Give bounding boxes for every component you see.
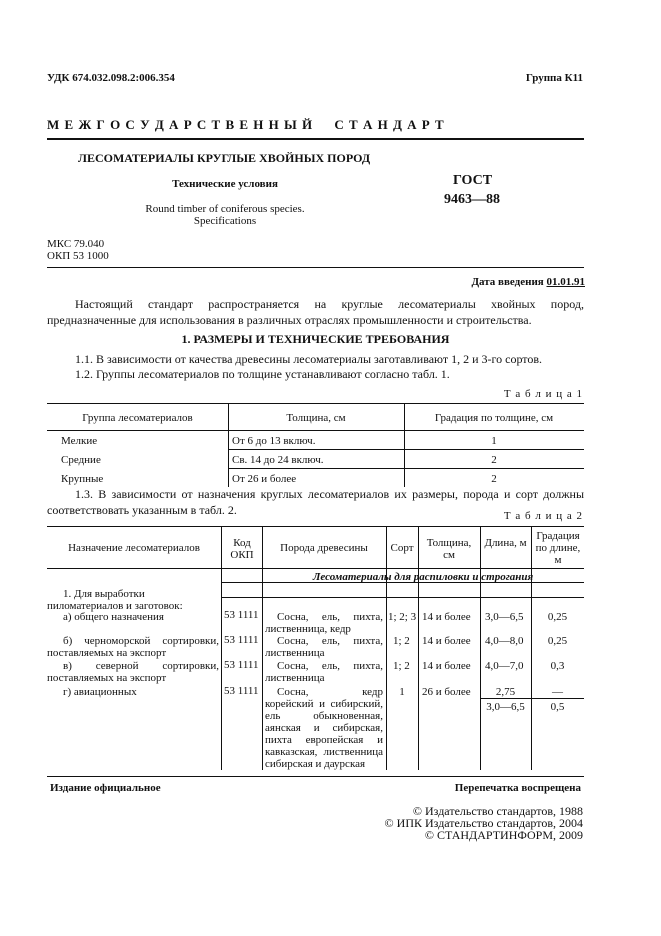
table2-header-gradation: Градация по длине, м <box>535 530 581 566</box>
intro-date <box>471 276 585 288</box>
section1-heading: 1. РАЗМЕРЫ И ТЕХНИЧЕСКИЕ ТРЕБОВАНИЯ <box>181 332 450 346</box>
table2-row-4-length-2: 3,0—6,5 <box>486 701 525 713</box>
table1-row-2-thickness: Св. 14 до 24 включ. <box>232 454 324 466</box>
english-title-line2: Specifications <box>193 215 257 227</box>
table2-row-4-purpose: г) авиационных <box>63 686 137 698</box>
table1-row-3-group: Крупные <box>61 473 104 485</box>
table2-row-1-species: Сосна, ель, пихта, лиственница, кедр <box>265 611 383 635</box>
table2-header-purpose: Назначение лесоматериалов <box>68 542 200 554</box>
gost-number: 9463—88 <box>444 192 500 207</box>
group-code: Группа К11 <box>525 72 583 84</box>
table1-header-group: Группа лесоматериалов <box>82 412 193 424</box>
table2-row-2-thickness: 14 и более <box>422 635 471 647</box>
table1-row-2-group: Средние <box>61 454 101 466</box>
table2-row-1-thickness: 14 и более <box>422 611 471 623</box>
okp-code: ОКП 53 1000 <box>47 250 109 262</box>
table2-row-2-gradation: 0,25 <box>547 635 568 647</box>
table1-header-thickness: Толщина, см <box>286 412 346 424</box>
table2-row-1-length: 3,0—6,5 <box>485 611 524 623</box>
table2-row-1-code: 53 1111 <box>224 609 259 621</box>
document-subtitle: Технические условия <box>172 178 278 190</box>
table2-row-3-grade: 1; 2 <box>393 660 410 672</box>
table1-header-rule <box>47 430 584 431</box>
table2-row-4-gradation-2: 0,5 <box>550 701 565 713</box>
table2-row-3-thickness: 14 и более <box>422 660 471 672</box>
table2-header-species: Порода древесины <box>280 542 368 554</box>
udk-code: УДК 674.032.098.2:006.354 <box>47 72 175 84</box>
table2-header-code: Код ОКП <box>230 537 254 561</box>
copyright-1: © Издательство стандартов, 1988 <box>412 804 583 818</box>
standard-banner: М Е Ж Г О С У Д А Р С Т В Е Н Н Ы Й С Т А Н Д А Р Т <box>47 117 445 132</box>
table1-row-2-gradation: 2 <box>491 454 497 466</box>
table2-row-4-gradation: — <box>552 686 563 698</box>
official-edition: Издание официальное <box>50 782 161 794</box>
english-title-line1: Round timber of coniferous species. <box>145 203 305 215</box>
table2-row-2-species: Сосна, ель, пихта, лиственница <box>265 635 383 659</box>
intro-paragraph: Настоящий стандарт распространяется на круглые лесоматериалы хвойных пород, предназначенные для использования в различных отраслях промышленности и строительства. <box>47 297 584 327</box>
table1-top-rule <box>47 403 584 404</box>
table1-row-1-thickness: От 6 до 13 включ. <box>232 435 316 447</box>
copyright-2: © ИПК Издательство стандартов, 2004 <box>384 816 583 830</box>
table2-row-2-grade: 1; 2 <box>393 635 410 647</box>
table2-header-length: Длина, м <box>484 537 527 549</box>
clause-1-3: 1.3. В зависимости от назначения круглых лесоматериалов их размеры, порода и сорт должны соответствовать указанным в табл. 2. <box>47 487 584 517</box>
table2-section-label: 1. Для выработки пиломатериалов и заготовок: <box>47 588 183 612</box>
table1-row-1-group: Мелкие <box>61 435 98 447</box>
table2-row-1-grade: 1; 2; 3 <box>388 611 417 623</box>
gost-label: ГОСТ <box>453 173 493 188</box>
document-title: ЛЕСОМАТЕРИАЛЫ КРУГЛЫЕ ХВОЙНЫХ ПОРОД <box>78 151 371 165</box>
table2-top-rule <box>47 526 584 527</box>
table2-row-4-species: Сосна, кедр корейский и сибирский, ель обыкновенная, аянская и сибирская, пихта европейская и кавказская, лиственница сибирская и даурская <box>265 686 383 770</box>
table2-row-2-length: 4,0—8,0 <box>485 635 524 647</box>
clause-1-1: 1.1. В зависимости от качества древесины лесоматериалы заготавливают 1, 2 и 3-го сортов. <box>75 352 543 366</box>
table2-row-4-length: 2,75 <box>495 686 516 698</box>
footer-rule <box>47 776 584 777</box>
reprint-prohibited: Перепечатка воспрещена <box>454 782 581 794</box>
table1-row-3-thickness: От 26 и более <box>232 473 297 485</box>
mks-code: МКС 79.040 <box>47 238 105 250</box>
table2-row-1-purpose: а) общего назначения <box>63 611 164 623</box>
table2-row-1-gradation: 0,25 <box>547 611 568 623</box>
table2-row-3-species: Сосна, ель, пихта, лиственница <box>265 660 383 684</box>
table1-row-1-gradation: 1 <box>491 435 497 447</box>
table2-row-4-grade: 1 <box>399 686 405 698</box>
table2-row-3-purpose: в) северной сортировки, поставляемых на экспорт <box>47 660 219 684</box>
table2-row-4-code: 53 1111 <box>224 685 259 697</box>
intro-date-label: Дата введения <box>471 276 544 288</box>
table1-header-gradation: Градация по толщине, см <box>434 412 554 424</box>
table2-header-thickness: Толщина, см <box>426 537 472 561</box>
table2-row-3-gradation: 0,3 <box>550 660 565 672</box>
table2-row-3-length: 4,0—7,0 <box>485 660 524 672</box>
table2-header-grade: Сорт <box>390 542 414 554</box>
banner-rule <box>47 138 584 140</box>
table1-row-3-gradation: 2 <box>491 473 497 485</box>
table2-row-3-code: 53 1111 <box>224 659 259 671</box>
table2-group-heading: Лесоматериалы для распиловки и строгания <box>312 571 534 583</box>
table2-caption: Т а б л и ц а 2 <box>503 510 583 522</box>
table2-row-4-thickness: 26 и более <box>422 686 471 698</box>
table2-header-rule <box>47 568 584 569</box>
title-rule <box>47 267 584 268</box>
copyright-3: © СТАНДАРТИНФОРМ, 2009 <box>424 828 583 842</box>
clause-1-2: 1.2. Группы лесоматериалов по толщине устанавливают согласно табл. 1. <box>75 367 450 381</box>
table2-row-2-purpose: б) черноморской сортировки, поставляемых на экспорт <box>47 635 219 659</box>
intro-date-value: 01.01.91 <box>546 276 585 288</box>
table2-row-2-code: 53 1111 <box>224 634 259 646</box>
table1-caption: Т а б л и ц а 1 <box>503 388 583 400</box>
